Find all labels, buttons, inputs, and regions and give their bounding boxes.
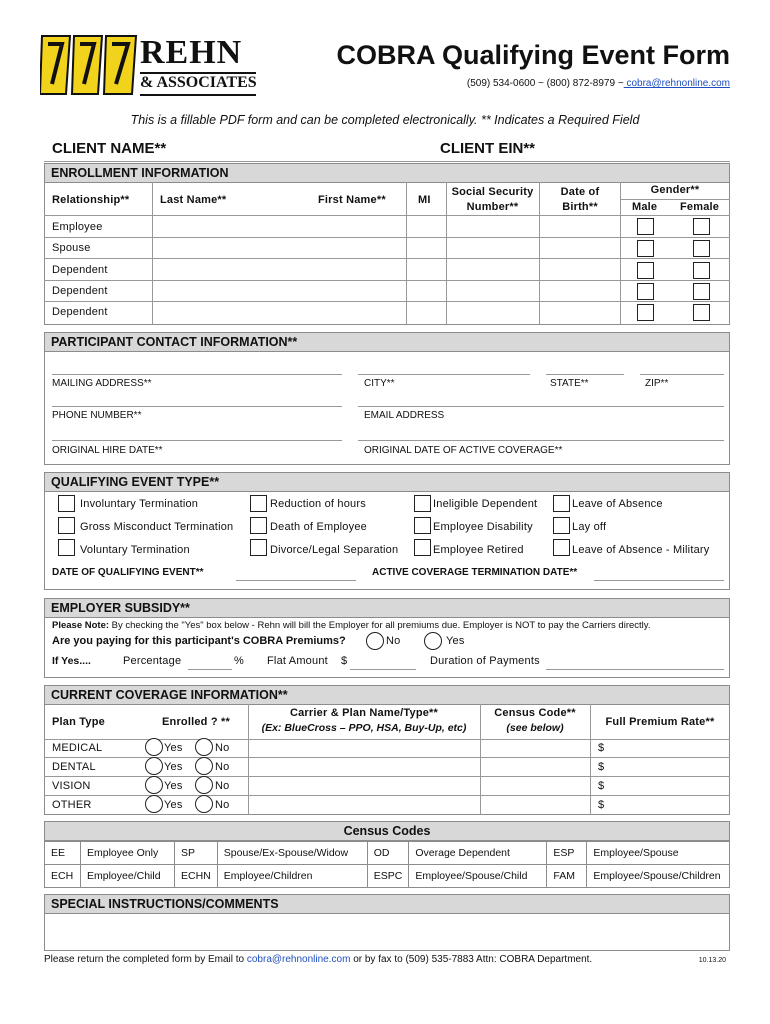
medical-yes-radio[interactable] [145, 738, 163, 756]
census-heading: Census Codes [343, 824, 431, 838]
death-employee-checkbox[interactable] [250, 517, 267, 534]
leave-absence-checkbox[interactable] [553, 495, 570, 512]
medical-yes-label: Yes [164, 742, 183, 754]
col-ssn: Social Security Number** [451, 186, 534, 213]
col-male: Male [632, 201, 658, 213]
coverage-row-line [44, 776, 730, 777]
census-code: ECH [45, 865, 81, 888]
vision-yes-radio[interactable] [145, 776, 163, 794]
state-field-line [546, 374, 624, 375]
email-field-line [358, 406, 724, 407]
phone-field-line [52, 406, 342, 407]
census-desc: Spouse/Ex-Spouse/Widow [217, 842, 367, 865]
ineligible-dependent-label: Ineligible Dependent [433, 498, 538, 510]
plan-dental-label: DENTAL [52, 761, 96, 773]
duration-field-line [546, 669, 724, 670]
divorce-separation-label: Divorce/Legal Separation [270, 544, 399, 556]
client-name-label: CLIENT NAME** [52, 140, 167, 157]
reduction-hours-label: Reduction of hours [270, 498, 366, 510]
coverage-col-sep [480, 704, 481, 815]
row-label-employee: Employee [52, 221, 103, 233]
hire-date-label: ORIGINAL HIRE DATE** [52, 445, 163, 456]
special-comments-field[interactable] [44, 913, 730, 951]
vision-no-radio[interactable] [195, 776, 213, 794]
row-label-spouse: Spouse [52, 242, 91, 254]
enroll-row-line [44, 237, 730, 238]
enroll-row-line [44, 280, 730, 281]
male-checkbox[interactable] [637, 218, 654, 235]
active-coverage-field-line [358, 440, 724, 441]
if-yes-label: If Yes.... [52, 655, 91, 667]
involuntary-termination-checkbox[interactable] [58, 495, 75, 512]
census-row [45, 865, 730, 888]
death-employee-label: Death of Employee [270, 521, 367, 533]
male-checkbox[interactable] [637, 240, 654, 257]
form-version: 10.13.20 [698, 957, 726, 964]
dental-yes-label: Yes [164, 761, 183, 773]
email-label: EMAIL ADDRESS [364, 410, 445, 421]
vision-premium-dollar: $ [598, 780, 605, 792]
flat-amount-label: Flat Amount [267, 655, 328, 667]
subsidy-no-label: No [386, 635, 401, 647]
logo-divider-bottom [140, 94, 256, 96]
subsidy-yes-label: Yes [446, 635, 465, 647]
contact-line [467, 78, 730, 89]
row-label-dependent: Dependent [52, 306, 108, 318]
reduction-hours-checkbox[interactable] [250, 495, 267, 512]
other-premium-dollar: $ [598, 799, 605, 811]
lay-off-label: Lay off [572, 521, 607, 533]
census-code: ESPC [367, 865, 409, 888]
coverage-col-sep [248, 704, 249, 815]
col-female: Female [680, 201, 720, 213]
coverage-row-line [44, 795, 730, 796]
col-last-name: Last Name** [160, 194, 227, 206]
contact-phones: (509) 534-0600 ~ (800) 872-8979 ~ [466, 78, 624, 89]
medical-no-label: No [215, 742, 230, 754]
row-label-dependent: Dependent [52, 285, 108, 297]
col-enrolled: Enrolled ? ** [162, 716, 230, 728]
enroll-row-line [44, 258, 730, 259]
col-dob: Date of Birth** [560, 186, 600, 213]
female-checkbox[interactable] [693, 240, 710, 257]
logo-text-bottom: & ASSOCIATES [140, 74, 257, 91]
census-code: SP [175, 842, 218, 865]
flat-amount-dollar: $ [341, 655, 348, 667]
enroll-col-sep [406, 182, 407, 325]
male-checkbox[interactable] [637, 283, 654, 300]
medical-premium-dollar: $ [598, 742, 605, 754]
female-checkbox[interactable] [693, 262, 710, 279]
male-checkbox[interactable] [637, 262, 654, 279]
lay-off-checkbox[interactable] [553, 517, 570, 534]
footer-before: Please return the completed form by Email to [44, 954, 247, 965]
zip-label: ZIP** [645, 378, 669, 389]
col-gender: Gender** [650, 184, 700, 196]
note-text: By checking the "Yes" box below - Rehn will bill the Employer for all premiums due. Employer is NOT to pay the Carriers directly. [109, 620, 651, 631]
census-desc: Employee/Spouse [587, 842, 730, 865]
employee-disability-label: Employee Disability [433, 521, 533, 533]
subsidy-yes-radio[interactable] [424, 632, 442, 650]
percentage-label: Percentage [123, 655, 182, 667]
enrollment-heading: ENROLLMENT INFORMATION [44, 163, 730, 183]
event-date-field-line [236, 580, 356, 581]
company-logo [40, 34, 260, 96]
col-first-name: First Name** [318, 194, 386, 206]
census-desc: Employee Only [81, 842, 175, 865]
coverage-row-line [44, 757, 730, 758]
gross-misconduct-label: Gross Misconduct Termination [80, 521, 234, 533]
col-premium: Full Premium Rate** [605, 716, 715, 728]
census-row [45, 842, 730, 865]
phone-label: PHONE NUMBER** [52, 410, 142, 421]
census-code: EE [45, 842, 81, 865]
col-carrier-line2: (Ex: BlueCross – PPO, HSA, Buy-Up, etc) [261, 722, 467, 734]
employee-retired-label: Employee Retired [433, 544, 524, 556]
census-code: ECHN [175, 865, 218, 888]
client-ein-label: CLIENT EIN** [440, 140, 536, 157]
col-relationship: Relationship** [52, 194, 130, 206]
plan-vision-label: VISION [52, 780, 91, 792]
census-desc: Employee/Spouse/Child [409, 865, 547, 888]
census-desc: Employee/Spouse/Children [587, 865, 730, 888]
logo-text-top: REHN [140, 34, 243, 71]
census-code: OD [367, 842, 409, 865]
other-yes-label: Yes [164, 799, 183, 811]
qualifying-heading: QUALIFYING EVENT TYPE** [44, 472, 730, 492]
client-line [44, 161, 730, 162]
dental-no-radio[interactable] [195, 757, 213, 775]
involuntary-termination-label: Involuntary Termination [80, 498, 199, 510]
other-no-radio[interactable] [195, 795, 213, 813]
percentage-field-line [188, 669, 232, 670]
termination-date-label: ACTIVE COVERAGE TERMINATION DATE** [372, 567, 578, 578]
enroll-col-sep [539, 182, 540, 325]
col-mi: MI [418, 194, 431, 206]
address-field-line [52, 374, 342, 375]
note-label: Please Note: [52, 620, 110, 631]
medical-no-radio[interactable] [195, 738, 213, 756]
vision-yes-label: Yes [164, 780, 183, 792]
census-code: FAM [547, 865, 587, 888]
leave-absence-military-label: Leave of Absence - Military [572, 544, 710, 556]
leave-absence-military-checkbox[interactable] [553, 539, 570, 556]
other-yes-radio[interactable] [145, 795, 163, 813]
special-heading: SPECIAL INSTRUCTIONS/COMMENTS [44, 894, 730, 914]
logo-mark-icon [40, 34, 140, 96]
hire-date-field-line [52, 440, 342, 441]
dental-no-label: No [215, 761, 230, 773]
col-carrier-line1: Carrier & Plan Name/Type** [289, 707, 439, 719]
plan-other-label: OTHER [52, 799, 92, 811]
event-date-label: DATE OF QUALIFYING EVENT** [52, 567, 204, 578]
enrollment-header-line [44, 215, 730, 216]
city-label: CITY** [364, 378, 395, 389]
zip-field-line [640, 374, 724, 375]
voluntary-termination-label: Voluntary Termination [80, 544, 190, 556]
footer-text [44, 954, 592, 965]
form-title: COBRA Qualifying Event Form [336, 40, 730, 70]
coverage-heading: CURRENT COVERAGE INFORMATION** [44, 685, 730, 705]
enroll-col-sep [152, 182, 153, 325]
gender-sep [620, 199, 730, 200]
enrollment-table [44, 182, 730, 325]
termination-date-field-line [594, 580, 724, 581]
subsidy-note [52, 620, 650, 631]
census-desc: Employee/Children [217, 865, 367, 888]
census-code: ESP [547, 842, 587, 865]
city-field-line [358, 374, 530, 375]
employee-retired-checkbox[interactable] [414, 539, 431, 556]
state-label: STATE** [550, 378, 589, 389]
female-checkbox[interactable] [693, 218, 710, 235]
footer-email-link[interactable]: cobra@rehnonline.com [246, 954, 351, 965]
contact-email-link[interactable]: cobra@rehnonline.com [623, 78, 730, 89]
leave-absence-label: Leave of Absence [572, 498, 663, 510]
enroll-col-sep [620, 182, 621, 325]
contact-heading: PARTICIPANT CONTACT INFORMATION** [44, 332, 730, 352]
flat-amount-field-line [350, 669, 416, 670]
male-checkbox[interactable] [637, 304, 654, 321]
plan-medical-label: MEDICAL [52, 742, 103, 754]
dental-yes-radio[interactable] [145, 757, 163, 775]
footer-after: or by fax to (509) 535-7883 Attn: COBRA Department. [350, 954, 593, 965]
female-checkbox[interactable] [693, 283, 710, 300]
ineligible-dependent-checkbox[interactable] [414, 495, 431, 512]
subsidy-heading: EMPLOYER SUBSIDY** [44, 598, 730, 618]
gross-misconduct-checkbox[interactable] [58, 517, 75, 534]
census-desc: Employee/Child [81, 865, 175, 888]
enroll-row-line [44, 301, 730, 302]
divorce-separation-checkbox[interactable] [250, 539, 267, 556]
col-census-line1: Census Code** [494, 707, 576, 719]
col-plan-type: Plan Type [52, 716, 105, 728]
census-desc: Overage Dependent [409, 842, 547, 865]
employee-disability-checkbox[interactable] [414, 517, 431, 534]
percent-sign: % [234, 655, 244, 667]
subsidy-no-radio[interactable] [366, 632, 384, 650]
vision-no-label: No [215, 780, 230, 792]
other-no-label: No [215, 799, 230, 811]
form-subtitle: This is a fillable PDF form and can be completed electronically. ** Indicates a Required Field [130, 113, 640, 127]
premium-question: Are you paying for this participant's COBRA Premiums? [52, 635, 346, 647]
dental-premium-dollar: $ [598, 761, 605, 773]
duration-label: Duration of Payments [430, 655, 540, 667]
voluntary-termination-checkbox[interactable] [58, 539, 75, 556]
row-label-dependent: Dependent [52, 264, 108, 276]
female-checkbox[interactable] [693, 304, 710, 321]
col-census-line2: (see below) [506, 722, 564, 734]
mailing-address-label: MAILING ADDRESS** [52, 378, 152, 389]
active-coverage-label: ORIGINAL DATE OF ACTIVE COVERAGE** [364, 445, 563, 456]
census-table [44, 841, 730, 888]
